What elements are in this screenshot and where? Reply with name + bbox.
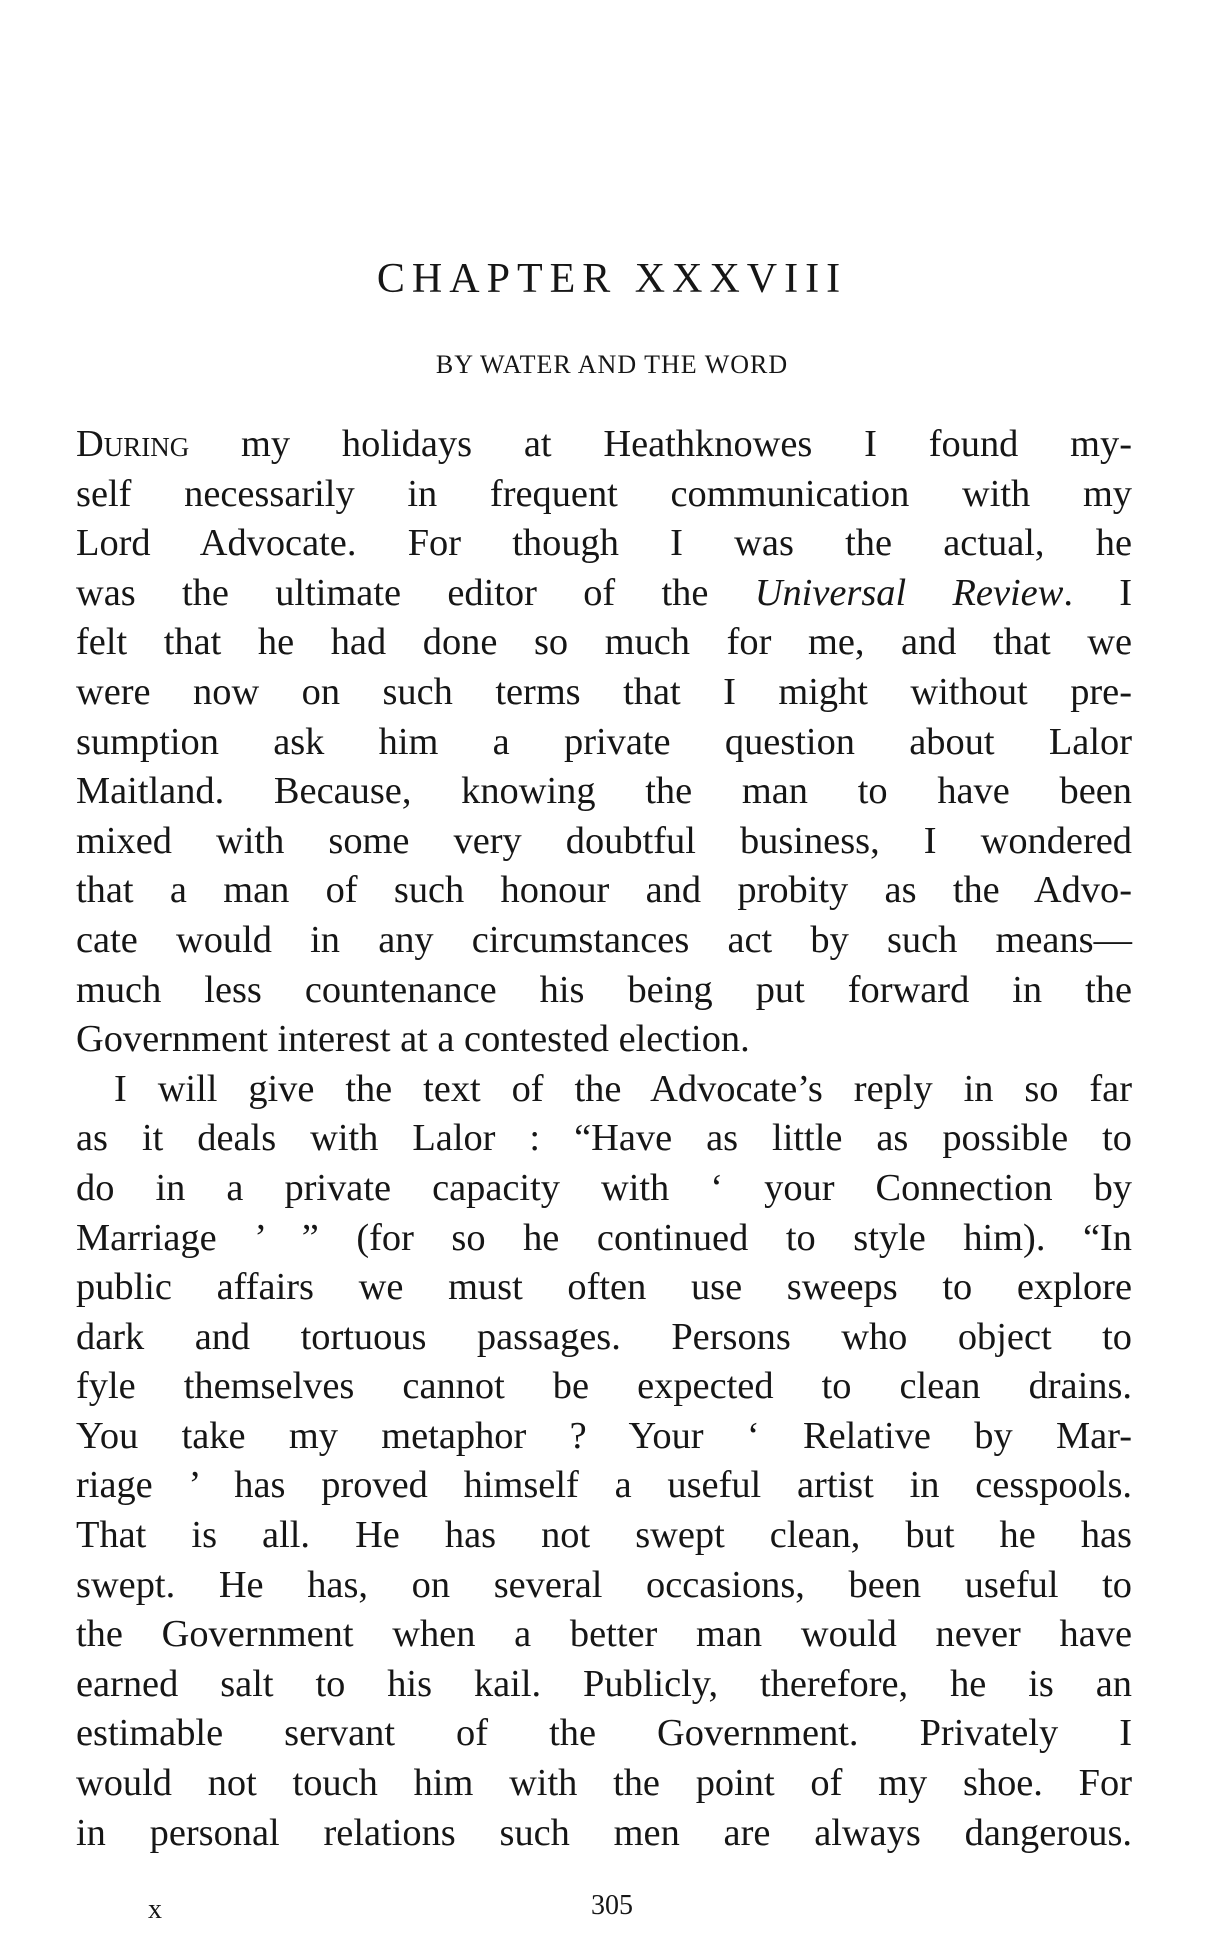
text-line: sumption ask him a private question about Lalor bbox=[76, 720, 1132, 763]
paragraph-2 bbox=[76, 1065, 1132, 1859]
text-line: the Government when a better man would never have bbox=[76, 1613, 1132, 1656]
text-line: as it deals with Lalor : “Have as little as possible to bbox=[76, 1117, 1132, 1160]
text-line: Maitland. Because, knowing the man to have been bbox=[76, 770, 1132, 813]
text-line: earned salt to his kail. Publicly, therefore, he is an bbox=[76, 1662, 1132, 1705]
page-number: 305 bbox=[591, 1890, 633, 1921]
text-line: much less countenance his being put forward in the bbox=[76, 968, 1132, 1011]
text-line: Lord Advocate. For though I was the actual, he bbox=[76, 522, 1132, 565]
text-line: estimable servant of the Government. Privately I bbox=[76, 1712, 1132, 1755]
text-line: During my holidays at Heathknowes I found my- bbox=[76, 423, 1132, 465]
text-line: was the ultimate editor of the Universal Review. I bbox=[76, 571, 1133, 614]
body-text bbox=[76, 420, 1132, 1858]
text-line: That is all. He has not swept clean, but he has bbox=[76, 1514, 1132, 1557]
periodical-title: Universal Review bbox=[754, 571, 1064, 614]
text-line: public affairs we must often use sweeps to explore bbox=[76, 1266, 1132, 1309]
text-line: riage ’ has proved himself a useful artist in cesspools. bbox=[76, 1464, 1132, 1507]
drop-word: During bbox=[76, 423, 190, 465]
paragraph-1 bbox=[76, 420, 1132, 1065]
text-line: swept. He has, on several occasions, been useful to bbox=[76, 1563, 1132, 1606]
signature-mark: x bbox=[148, 1894, 162, 1925]
text-line: Government interest at a contested election. bbox=[76, 1018, 750, 1061]
text-line: cate would in any circumstances act by such means— bbox=[76, 918, 1132, 961]
text-line: You take my metaphor ? Your ‘ Relative by Mar- bbox=[76, 1414, 1132, 1457]
text-line: that a man of such honour and probity as the Advo- bbox=[76, 869, 1132, 912]
text-line: I will give the text of the Advocate’s reply in so far bbox=[114, 1067, 1132, 1110]
text-line: felt that he had done so much for me, and that we bbox=[76, 621, 1132, 664]
text-line: mixed with some very doubtful business, I wondered bbox=[76, 819, 1132, 862]
text-line: fyle themselves cannot be expected to clean drains. bbox=[76, 1365, 1132, 1408]
text-line: dark and tortuous passages. Persons who object to bbox=[76, 1315, 1132, 1358]
text-line: would not touch him with the point of my shoe. For bbox=[76, 1762, 1132, 1805]
text-line: self necessarily in frequent communication with my bbox=[76, 472, 1132, 515]
text-line: do in a private capacity with ‘ your Connection by bbox=[76, 1166, 1132, 1209]
text-line: were now on such terms that I might without pre- bbox=[76, 670, 1132, 713]
chapter-subtitle: BY WATER AND THE WORD bbox=[435, 350, 789, 379]
chapter-title: CHAPTER XXXVIII bbox=[376, 256, 848, 302]
text-line: Marriage ’ ” (for so he continued to style him). “In bbox=[76, 1216, 1132, 1259]
text-line: in personal relations such men are always dangerous. bbox=[76, 1811, 1132, 1854]
